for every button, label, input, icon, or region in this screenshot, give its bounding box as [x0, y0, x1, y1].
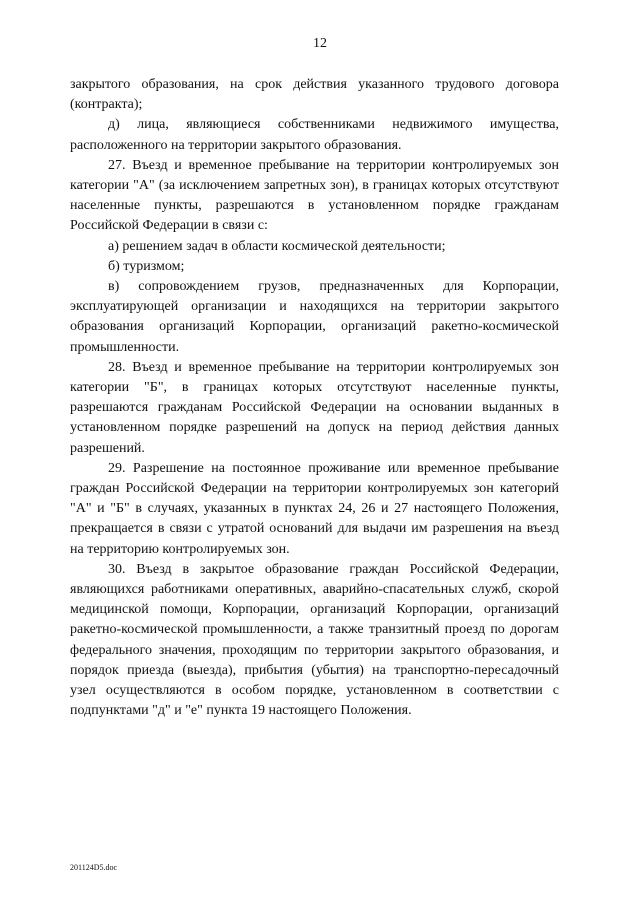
paragraph-continuation: закрытого образования, на срок действия указанного трудового договора (контракта); [70, 77, 559, 113]
paragraph-27: 27. Въезд и временное пребывание на территории контролируемых зон категории "А" (за исключением запретных зон), в границах которых отсутствуют населенные пункты, разрешаются в установленном порядке гражданам Российской Федерации в связи с: [70, 157, 559, 234]
page-number: 12 [313, 36, 327, 51]
paragraph-item-b: б) туризмом; [108, 258, 185, 274]
paragraph-29: 29. Разрешение на постоянное проживание или временное пребывание граждан Российской Федерации на территории контролируемых зон категорий "А" и "Б" в случаях, указанных в пунктах 24, 26 и 27 настоящего Положения, прекращается в связи с утратой оснований для выдачи им разрешения на въезд на территорию контролируемых зон. [70, 460, 559, 557]
document-file-code: 201124D5.doc [70, 863, 118, 872]
paragraph-item-d: д) лица, являющиеся собственниками недвижимого имущества, расположенного на территории закрытого образования. [70, 117, 559, 153]
paragraph-28: 28. Въезд и временное пребывание на территории контролируемых зон категории "Б", в границах которых отсутствуют населенные пункты, разрешаются гражданам Российской Федерации на основании выданных в установленном порядке разрешений на допуск на период действия данных разрешений. [70, 359, 559, 456]
paragraph-item-v: в) сопровождением грузов, предназначенных для Корпорации, эксплуатирующей организации и находящихся на территории закрытого образования организаций Корпорации, организаций ракетно-космической промышленности. [70, 279, 559, 355]
paragraph-item-a: а) решением задач в области космической деятельности; [108, 238, 446, 254]
document-body [70, 75, 559, 722]
paragraph-30: 30. Въезд в закрытое образование граждан Российской Федерации, являющихся работниками оперативных, аварийно-спасательных служб, скорой медицинской помощи, Корпорации, организаций Корпорации, организаций ракетно-космической промышленности, а также транзитный проезд по дорогам федерального значения, проходящим по территории закрытого образования, и порядок приезда (выезда), прибытия (убытия) на транспортно-пересадочный узел осуществляются в особом порядке, установленном в соответствии с подпунктами "д" и "е" пункта 19 настоящего Положения. [70, 561, 559, 719]
